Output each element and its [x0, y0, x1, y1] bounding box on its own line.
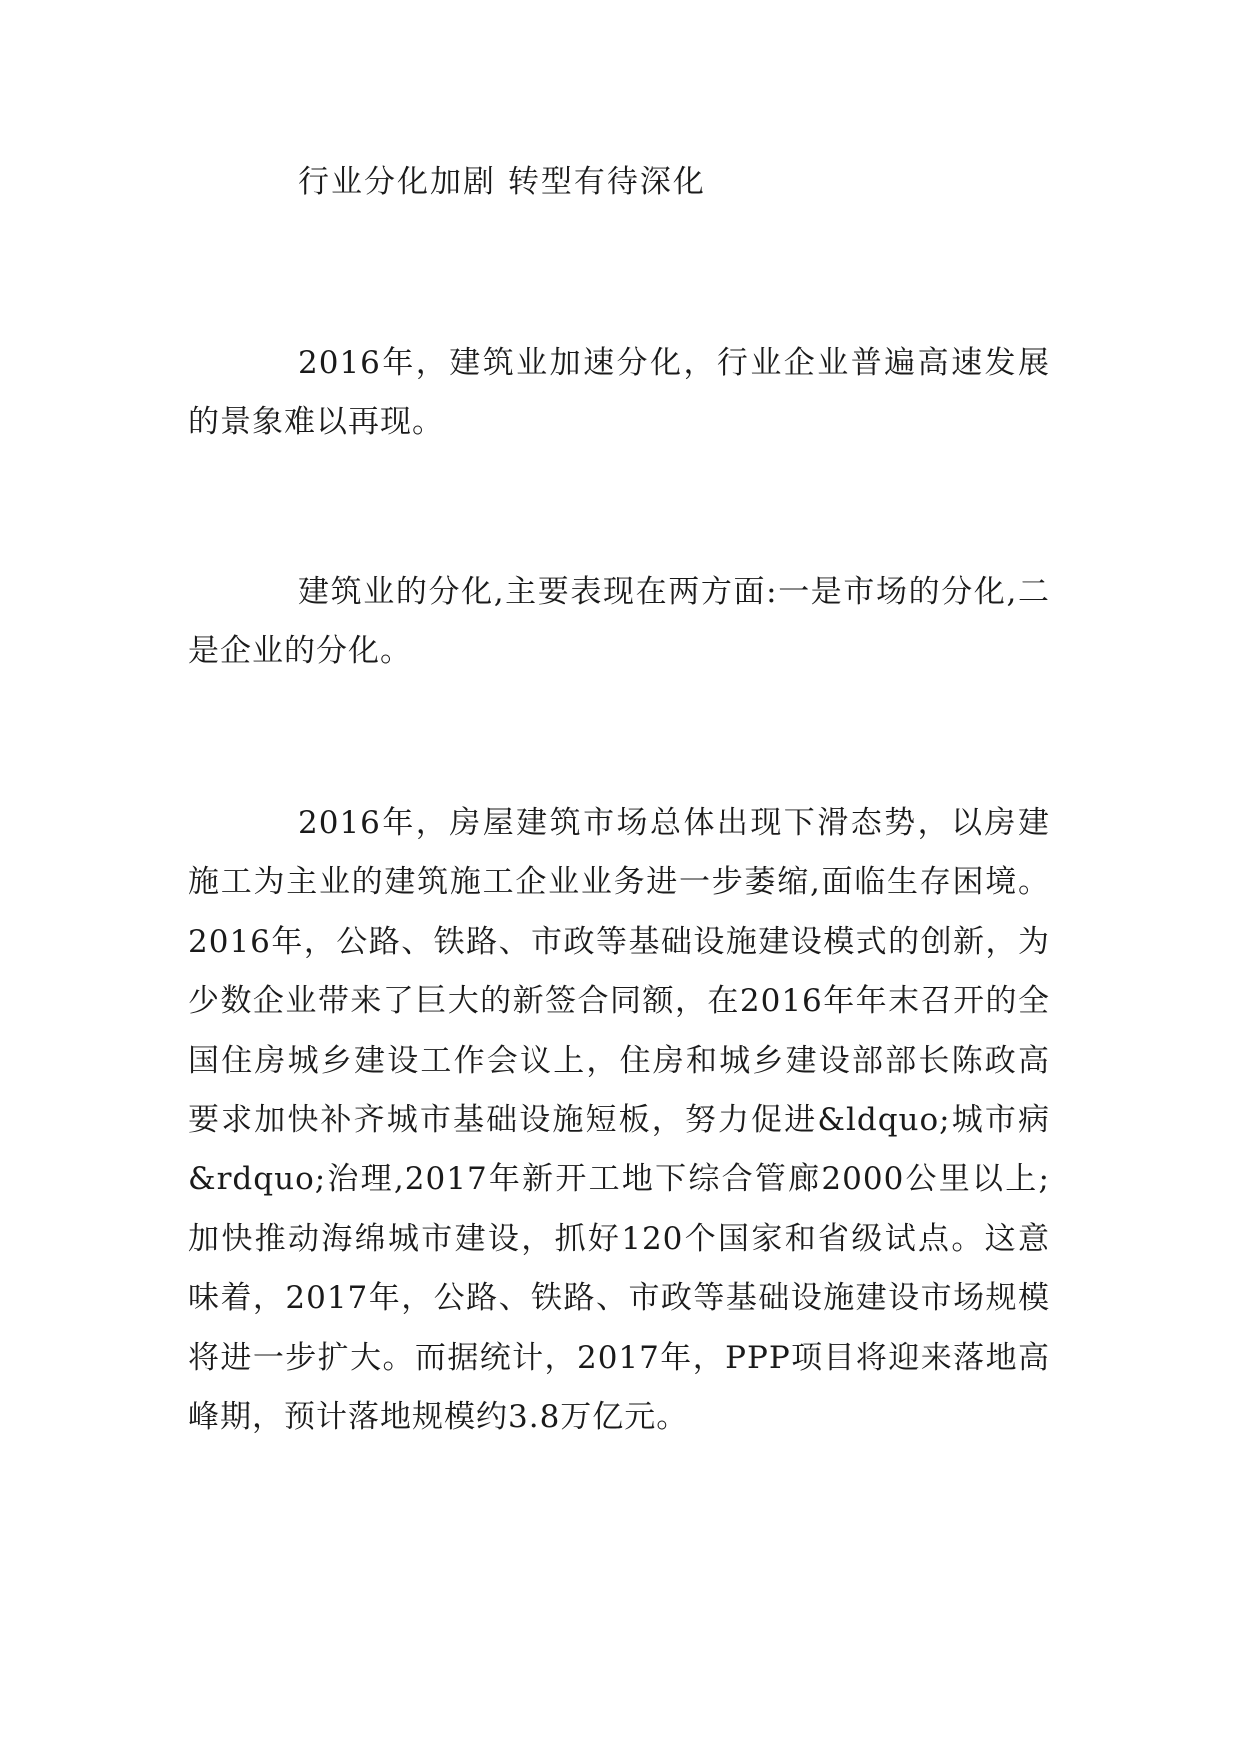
document-heading: 行业分化加剧 转型有待深化: [298, 164, 706, 200]
paragraph-2: 建筑业的分化,主要表现在两方面:一是市场的分化,二是企业的分化。: [188, 574, 1050, 670]
paragraph-1: 2016年，建筑业加速分化，行业企业普遍高速发展的景象难以再现。: [188, 345, 1050, 441]
paragraph-3: 2016年，房屋建筑市场总体出现下滑态势，以房建施工为主业的建筑施工企业业务进一步萎缩,面临生存困境。2016年，公路、铁路、市政等基础设施建设模式的创新，为少数企业带来了巨大的新签合同额，在2016年年末召开的全国住房城乡建设工作会议上，住房和城乡建设部部长陈政高要求加快补齐城市基础设施短板，努力促进&ldquo;城市病&rdquo;治理,2017年新开工地下综合管廊2000公里以上;加快推动海绵城市建设，抓好120个国家和省级试点。这意味着，2017年，公路、铁路、市政等基础设施建设市场规模将进一步扩大。而据统计，2017年，PPP项目将迎来落地高峰期，预计落地规模约3.8万亿元。: [188, 805, 1050, 1436]
